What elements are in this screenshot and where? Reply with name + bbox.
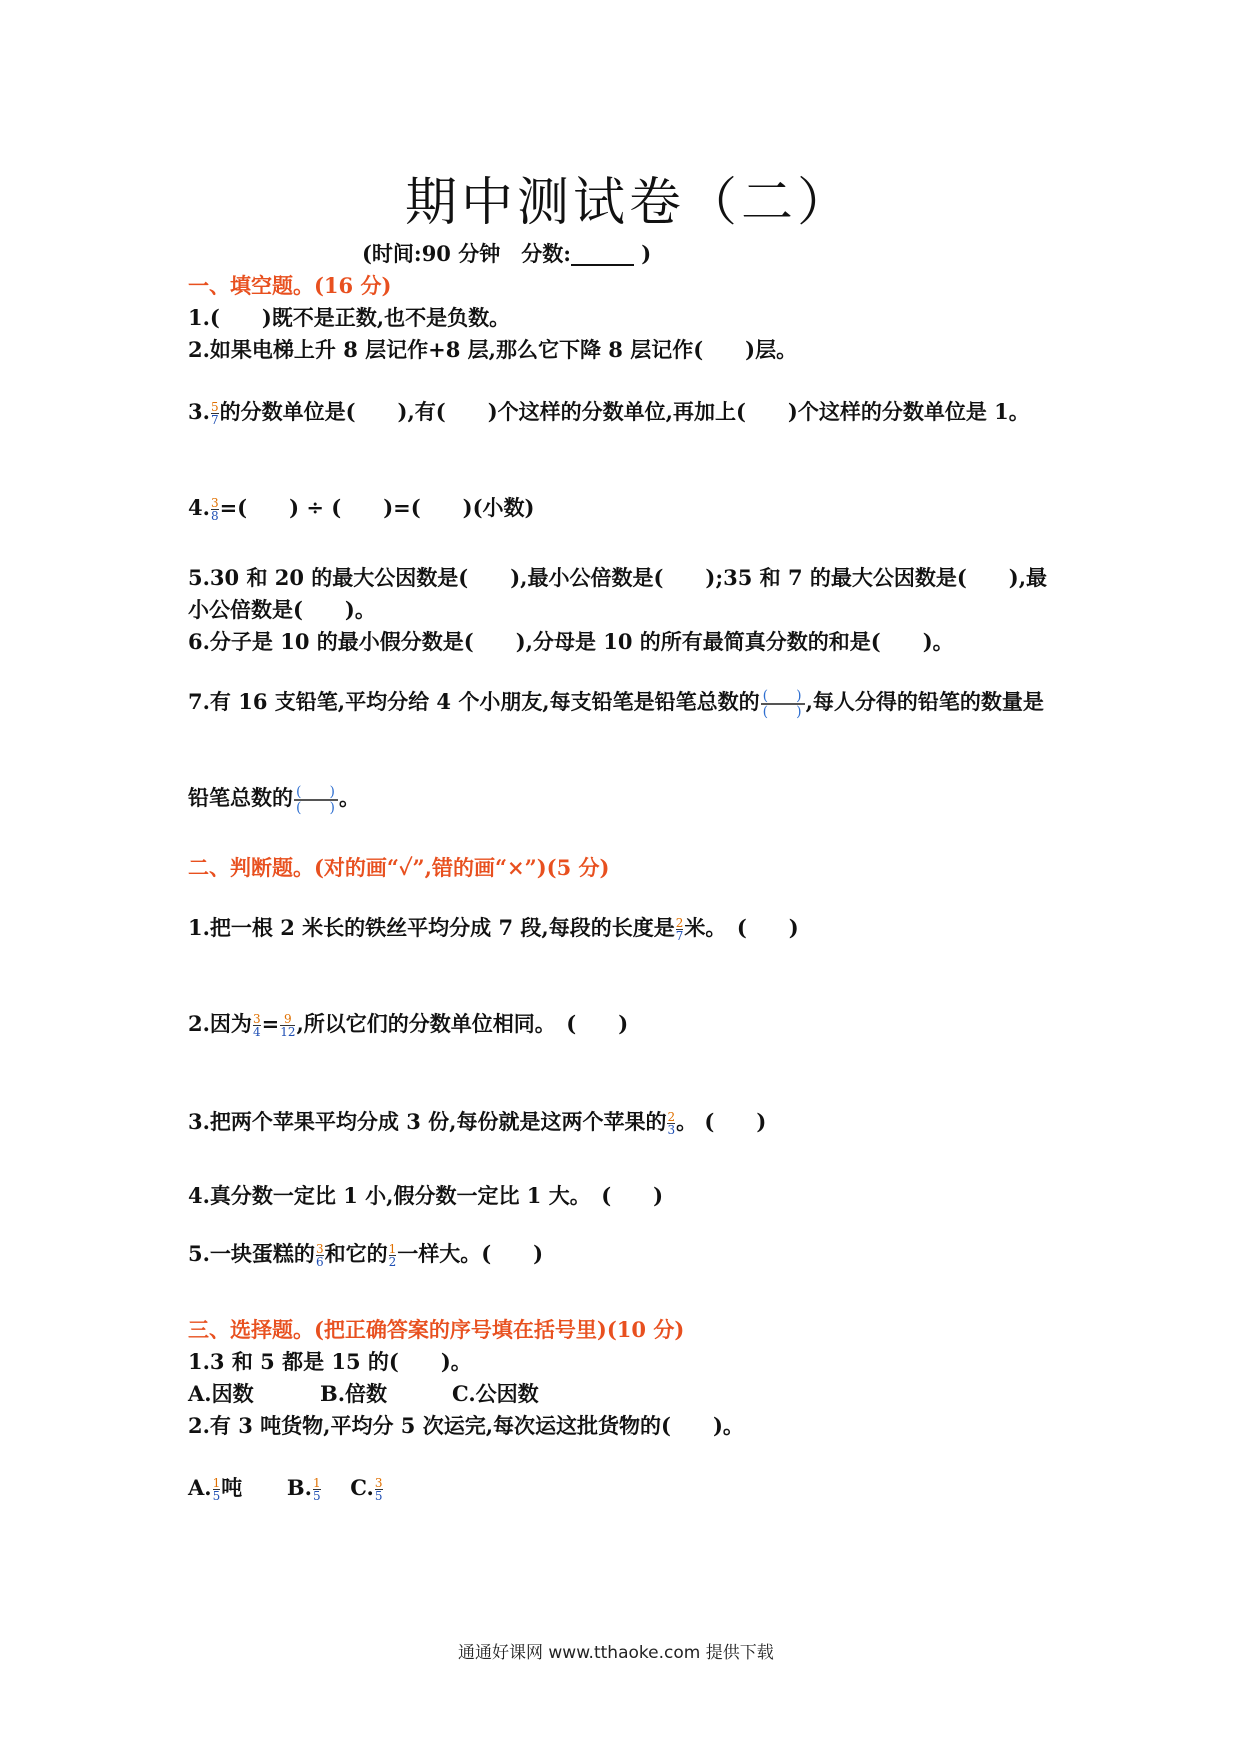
judge-question-2: 2.因为 $\frac{3}{4}$ = $\frac{9}{12}$ ,所以它们的分数单位相同。 ( ) bbox=[188, 1011, 629, 1039]
blank-fraction: $\frac{( )}{( )}$ bbox=[294, 785, 338, 815]
choice-question-1: 1.3 和 5 都是 15 的( )。 bbox=[188, 1349, 472, 1374]
choice-option-a: A.因数 bbox=[188, 1381, 254, 1406]
fill-question-2: 2.如果电梯上升 8 层记作+8 层,那么它下降 8 层记作( )层。 bbox=[188, 337, 798, 362]
choice-option-c: C.公因数 bbox=[452, 1381, 539, 1406]
judge-question-5: 5.一块蛋糕的 $\frac{3}{6}$ 和它的 $\frac{1}{2}$ 一样大。( ) bbox=[188, 1241, 544, 1269]
choice-question-2: 2.有 3 吨货物,平均分 5 次运完,每次运这批货物的( )。 bbox=[188, 1413, 744, 1438]
fraction: $\frac{1}{2}$ bbox=[388, 1242, 397, 1269]
judge-question-1: 1.把一根 2 米长的铁丝平均分成 7 段,每段的长度是 $\frac{2}{7}$ 米。 ( ) bbox=[188, 915, 799, 943]
section-fill-in: 一、填空题。(16 分) bbox=[188, 273, 392, 298]
exam-info: (时间:90 分钟 分数:______ ) bbox=[362, 241, 652, 266]
section-judge: 二、判断题。(对的画“✓”,错的画“×”)(5 分) bbox=[188, 855, 610, 880]
blank-fraction: $\frac{( )}{( )}$ bbox=[761, 689, 805, 719]
footer-source: 通通好课网 www.tthaoke.com 提供下载 bbox=[458, 1643, 774, 1663]
fraction: $\frac{3}{8}$ bbox=[210, 496, 219, 523]
choice-option-b: B.倍数 bbox=[320, 1381, 388, 1406]
fraction: $\frac{3}{4}$ bbox=[252, 1012, 261, 1039]
fill-question-1: 1.( )既不是正数,也不是负数。 bbox=[188, 305, 511, 330]
page-title: 期中测试卷（二） bbox=[405, 173, 854, 233]
fill-question-4: 4. $\frac{3}{8}$ =( ) ÷ ( )=( )(小数) bbox=[188, 495, 535, 523]
fraction: $\frac{3}{5}$ bbox=[374, 1476, 383, 1503]
fraction: $\frac{1}{5}$ bbox=[212, 1476, 221, 1503]
fraction: $\frac{5}{7}$ bbox=[210, 400, 219, 427]
fill-question-6: 6.分子是 10 的最小假分数是( ),分母是 10 的所有最简真分数的和是( )。 bbox=[188, 629, 954, 654]
fraction: $\frac{2}{7}$ bbox=[675, 916, 684, 943]
fraction: $\frac{1}{5}$ bbox=[312, 1476, 321, 1503]
fill-question-5-line1: 5.30 和 20 的最大公因数是( ),最小公倍数是( );35 和 7 的最大公因数是( ),最 bbox=[188, 565, 1048, 590]
choice-question-2-options: A. $\frac{1}{5}$ 吨 B. $\frac{1}{5}$ C. $\frac{3}{5}$ bbox=[188, 1475, 383, 1503]
section-choice: 三、选择题。(把正确答案的序号填在括号里)(10 分) bbox=[188, 1317, 685, 1342]
fill-question-5-line2: 小公倍数是( )。 bbox=[188, 597, 376, 622]
fraction: $\frac{2}{3}$ bbox=[667, 1110, 676, 1137]
fill-question-7-line2: 铅笔总数的 $\frac{( )}{( )}$ 。 bbox=[188, 783, 360, 816]
fraction: $\frac{9}{12}$ bbox=[280, 1012, 296, 1039]
fraction: $\frac{3}{6}$ bbox=[315, 1242, 324, 1269]
fill-question-7-line1: 7.有 16 支铅笔,平均分给 4 个小朋友,每支铅笔是铅笔总数的 $\frac{( )}{( )}$ ,每人分得的铅笔的数量是 bbox=[188, 687, 1044, 720]
judge-question-4: 4.真分数一定比 1 小,假分数一定比 1 大。 ( ) bbox=[188, 1183, 664, 1208]
judge-question-3: 3.把两个苹果平均分成 3 份,每份就是这两个苹果的 $\frac{2}{3}$ 。 ( ) bbox=[188, 1109, 767, 1137]
fill-question-3: 3. $\frac{5}{7}$ 的分数单位是( ),有( )个这样的分数单位,再加上( )个这样的分数单位是 1。 bbox=[188, 399, 1030, 427]
